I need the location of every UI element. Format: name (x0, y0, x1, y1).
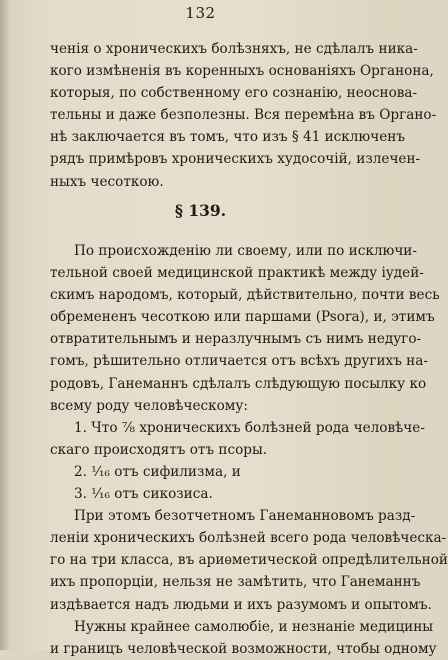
list-item-3: 3. ¹⁄₁₆ отъ сикозиса. (74, 486, 213, 503)
text-line: нѣ заключается въ томъ, что изъ § 41 исключенъ (50, 129, 405, 146)
text-line: кого измѣненія въ коренныхъ основаніяхъ Органона, (50, 63, 434, 80)
text-line: тельной своей медицинской практикѣ между іудей- (50, 265, 424, 282)
text-line: го на три класса, въ ариѳметической опредѣлительной (50, 552, 448, 569)
paragraph-continuation (50, 38, 437, 193)
text-line: которыя, по собственному его сознанію, неоснова- (50, 85, 418, 102)
section-body (50, 240, 448, 660)
list-item-1-continuation: скаго происходятъ отъ псоры. (50, 441, 268, 458)
text-line: гомъ, рѣшительно отличается отъ всѣхъ другихъ на- (50, 353, 428, 370)
text-line: ченія о хроническихъ болѣзняхъ, не сдѣлалъ ника- (50, 41, 418, 57)
text-line: Нужны крайнее самолюбіе, и незнаніе медицины (74, 618, 434, 635)
text-line: отвратительнымъ и неразлучнымъ съ нимъ недуго- (50, 331, 422, 348)
text-line: издѣвается надъ людьми и ихъ разумомъ и опытомъ. (50, 596, 432, 613)
text-line: родовъ, Ганеманнъ сдѣлалъ слѣдующую посылку ко (50, 375, 427, 392)
section-heading: § 139. (174, 201, 227, 220)
list-item-2: 2. ¹⁄₁₆ отъ сифилизма, и (74, 463, 241, 480)
text-line: леніи хроническихъ болѣзней всего рода человѣческа- (50, 530, 447, 547)
text-line: ныхъ чесоткою. (50, 173, 164, 190)
text-line: скимъ народомъ, который, дѣйствительно, почти весь (50, 287, 440, 304)
text-line: обремененъ чесоткою или паршами (Psora), и, этимъ (50, 309, 435, 326)
text-line: При этомъ безотчетномъ Ганеманновомъ разд- (74, 508, 416, 525)
text-line: По происхожденію ли своему, или по исключи- (74, 243, 417, 259)
binding-shadow (0, 0, 10, 650)
text-line: рядъ примѣровъ хроническихъ худосочій, излечен- (50, 151, 421, 168)
text-line: ихъ пропорціи, нельзя не замѣтить, что Ганеманнъ (50, 574, 421, 591)
text-line: всему роду человѣческому: (50, 397, 248, 414)
text-line: и границъ человѣческой возможности, чтобы одному (50, 640, 437, 657)
page-number: 132 (185, 4, 216, 22)
list-item-1: 1. Что ⁷⁄₈ хроническихъ болѣзней рода человѣче- (74, 419, 425, 436)
text-line: тельны и даже безполезны. Вся перемѣна въ Органо- (50, 107, 437, 124)
